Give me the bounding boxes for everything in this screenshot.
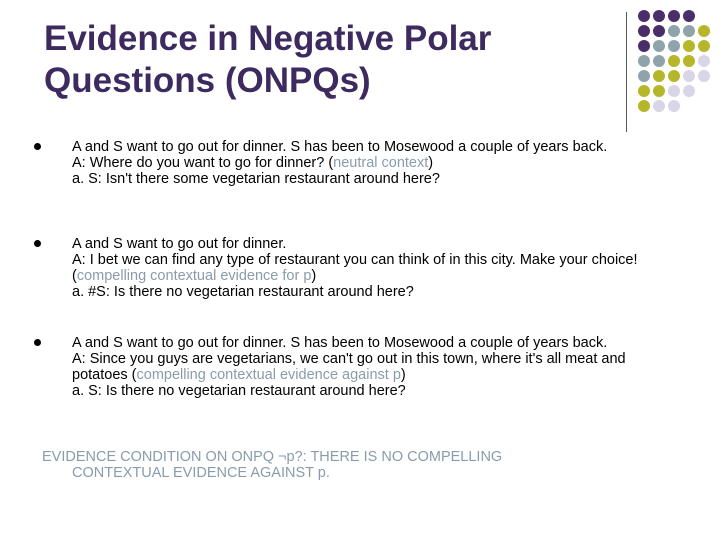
decorative-dot — [638, 100, 650, 112]
response-line: a. #S: Is there no vegetarian restaurant around here? — [72, 284, 414, 300]
decorative-dot — [698, 55, 710, 67]
decorative-dot — [668, 100, 680, 112]
decorative-dot — [668, 70, 680, 82]
decorative-dot — [668, 85, 680, 97]
bullet-marker — [34, 339, 41, 346]
example-bullet-1 — [34, 139, 674, 187]
condition-line-2: CONTEXTUAL EVIDENCE AGAINST p. — [72, 465, 330, 481]
decorative-dot — [653, 85, 665, 97]
decorative-dot — [653, 10, 665, 22]
context-label: compelling contextual evidence for p — [76, 268, 312, 284]
decorative-dot — [683, 70, 695, 82]
decorative-dot — [683, 55, 695, 67]
context-label: compelling contextual evidence against p — [136, 367, 401, 383]
dialogue-line: A: Where do you want to go for dinner? (neutral context) — [72, 155, 434, 171]
dialogue-line: A: Since you guys are vegetarians, we can't go out in this town, where it's all meat and potatoes (compelling contextual evidence against p) — [72, 351, 626, 383]
decorative-dot — [668, 10, 680, 22]
decorative-dot — [683, 85, 695, 97]
decorative-dot — [668, 55, 680, 67]
condition-line-1: EVIDENCE CONDITION ON ONPQ ¬p?: THERE IS NO COMPELLING — [42, 449, 503, 465]
decorative-dot — [638, 85, 650, 97]
title-line-2: Questions (ONPQs) — [44, 61, 371, 100]
response-line: a. S: Is there no vegetarian restaurant around here? — [72, 383, 406, 399]
decorative-dot — [638, 40, 650, 52]
example-bullet-3 — [34, 335, 674, 399]
decorative-dot — [653, 40, 665, 52]
bullet-marker — [34, 143, 41, 150]
example-bullet-2 — [34, 236, 674, 300]
decorative-dot — [698, 25, 710, 37]
decorative-dot — [698, 70, 710, 82]
title-line-1: Evidence in Negative Polar — [44, 19, 492, 58]
response-line: a. S: Isn't there some vegetarian restaurant around here? — [72, 171, 440, 187]
decorative-dot — [683, 10, 695, 22]
context-label: neutral context — [333, 155, 429, 171]
decorative-dot — [668, 25, 680, 37]
decorative-dot — [638, 25, 650, 37]
decorative-dot — [668, 40, 680, 52]
context-line: A and S want to go out for dinner. S has been to Mosewood a couple of years back. — [72, 139, 608, 155]
decorative-dot — [653, 55, 665, 67]
title-divider — [626, 12, 627, 132]
decorative-dot — [698, 40, 710, 52]
dialogue-line: A: I bet we can find any type of restaurant you can think of in this city. Make your choice! (compelling contextual evidence for p) — [72, 252, 638, 284]
decorative-dot — [653, 100, 665, 112]
context-line: A and S want to go out for dinner. — [72, 236, 287, 252]
decorative-dot — [653, 25, 665, 37]
decorative-dot — [638, 10, 650, 22]
decorative-dot — [683, 25, 695, 37]
decorative-dot — [653, 70, 665, 82]
context-line: A and S want to go out for dinner. S has been to Mosewood a couple of years back. — [72, 335, 608, 351]
decorative-dot — [638, 70, 650, 82]
page-title — [44, 18, 604, 102]
decorative-dot — [683, 40, 695, 52]
decorative-dot — [638, 55, 650, 67]
bullet-marker — [34, 240, 41, 247]
evidence-condition — [42, 449, 662, 481]
